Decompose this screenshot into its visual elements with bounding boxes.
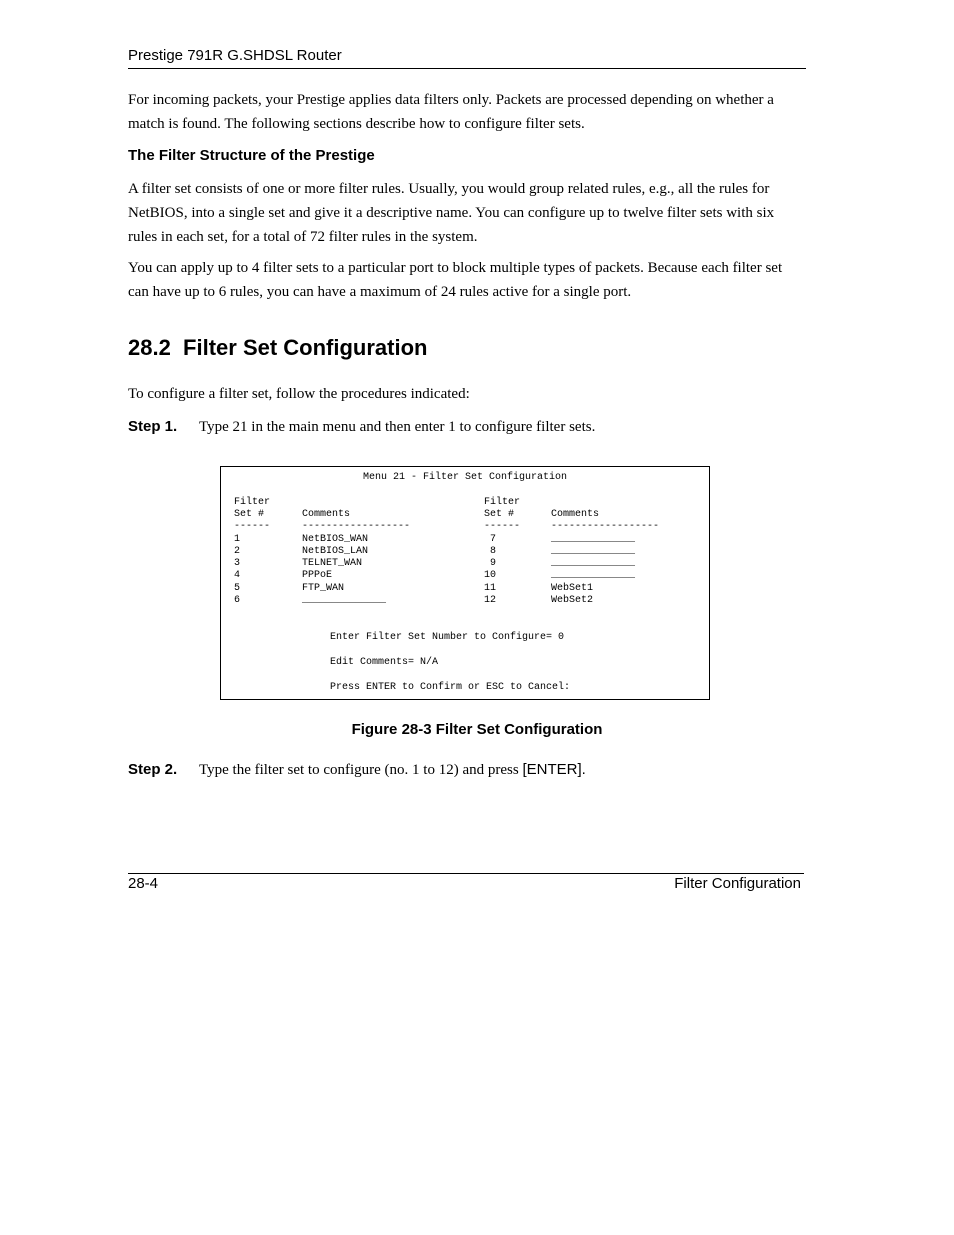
right-comments-rule: ------------------ — [551, 521, 660, 532]
filter-set-number: 6 — [234, 595, 241, 606]
footer-rule — [128, 873, 804, 874]
paragraph-filter-sets-per-port: You can apply up to 4 filter sets to a particular port to block multiple types of packets. Because each filter set can have up to 6 rules, you can have a maximum of 24 rules active for a single port. — [128, 260, 783, 300]
left-col-header-filter: Filter — [234, 497, 271, 508]
prompt-configure[interactable]: Enter Filter Set Number to Configure= 0 — [330, 632, 565, 643]
left-set-rule: ------ — [234, 521, 271, 532]
filter-set-comment: FTP_WAN — [302, 583, 345, 594]
filter-set-comment: TELNET_WAN — [302, 558, 363, 569]
right-set-rule: ------ — [484, 521, 521, 532]
prompt-edit-comments[interactable]: Edit Comments= N/A — [330, 657, 439, 668]
step-2 — [128, 758, 586, 782]
step-2-text: Type the filter set to configure (no. 1 to 12) and press — [199, 762, 523, 778]
left-comments-rule: ------------------ — [302, 521, 411, 532]
terminal-screen — [220, 466, 710, 700]
step-2-period: . — [581, 761, 586, 778]
chapter-title: Filter Configuration — [674, 875, 801, 892]
filter-set-number: 8 — [484, 546, 497, 557]
right-col-header-set: Set # — [484, 509, 515, 520]
page-number: 28-4 — [128, 875, 159, 892]
running-header: Prestige 791R G.SHDSL Router — [128, 47, 342, 64]
step-1 — [128, 415, 595, 439]
filter-set-comment: NetBIOS_WAN — [302, 534, 369, 545]
filter-set-comment: ______________ — [302, 595, 387, 606]
filter-set-comment: WebSet1 — [551, 583, 594, 594]
filter-set-number: 9 — [484, 558, 497, 569]
right-col-header-filter: Filter — [484, 497, 521, 508]
step-1-label: Step 1. — [128, 418, 178, 435]
enter-key: [ENTER] — [522, 761, 582, 778]
section-heading: 28.2 Filter Set Configuration — [128, 335, 428, 360]
subheading-filter-structure: The Filter Structure of the Prestige — [128, 147, 375, 164]
filter-set-number: 4 — [234, 570, 241, 581]
filter-set-comment: WebSet2 — [551, 595, 594, 606]
right-col-header-comments: Comments — [551, 509, 600, 520]
filter-set-comment: PPPoE — [302, 570, 333, 581]
filter-set-comment: ______________ — [551, 534, 636, 545]
filter-set-number: 7 — [484, 534, 497, 545]
step-2-label: Step 2. — [128, 761, 178, 778]
filter-set-number: 5 — [234, 583, 241, 594]
filter-set-number: 10 — [484, 570, 497, 581]
filter-set-number: 12 — [484, 595, 497, 606]
filter-set-number: 3 — [234, 558, 241, 569]
filter-set-comment: ______________ — [551, 570, 636, 581]
filter-set-number: 2 — [234, 546, 241, 557]
left-col-header-set: Set # — [234, 509, 265, 520]
figure-caption: Figure 28-3 Filter Set Configuration — [351, 721, 603, 738]
filter-set-number: 1 — [234, 534, 241, 545]
filter-set-comment: NetBIOS_LAN — [302, 546, 369, 557]
step-1-text: Type 21 in the main menu and then enter 1 to configure filter sets. — [199, 419, 596, 435]
filter-set-number: 11 — [484, 583, 497, 594]
prompt-confirm: Press ENTER to Confirm or ESC to Cancel: — [330, 682, 571, 693]
paragraph-filter-set-description: A filter set consists of one or more filter rules. Usually, you would group related rules, e.g., all the rules for NetBIOS, into a single set and give it a descriptive name. You can configure up to twelve filter sets with six rules in each set, for a total of 72 filter rules in the system. — [128, 181, 775, 245]
filter-set-comment: ______________ — [551, 558, 636, 569]
filter-set-comment: ______________ — [551, 546, 636, 557]
header-rule — [128, 68, 806, 69]
paragraph-intro: To configure a filter set, follow the procedures indicated: — [128, 386, 470, 402]
left-col-header-comments: Comments — [302, 509, 351, 520]
paragraph-incoming-packets: For incoming packets, your Prestige applies data filters only. Packets are processed depending on whether a match is found. The following sections describe how to configure filter sets. — [128, 92, 774, 132]
menu-title: Menu 21 - Filter Set Configuration — [362, 472, 568, 483]
